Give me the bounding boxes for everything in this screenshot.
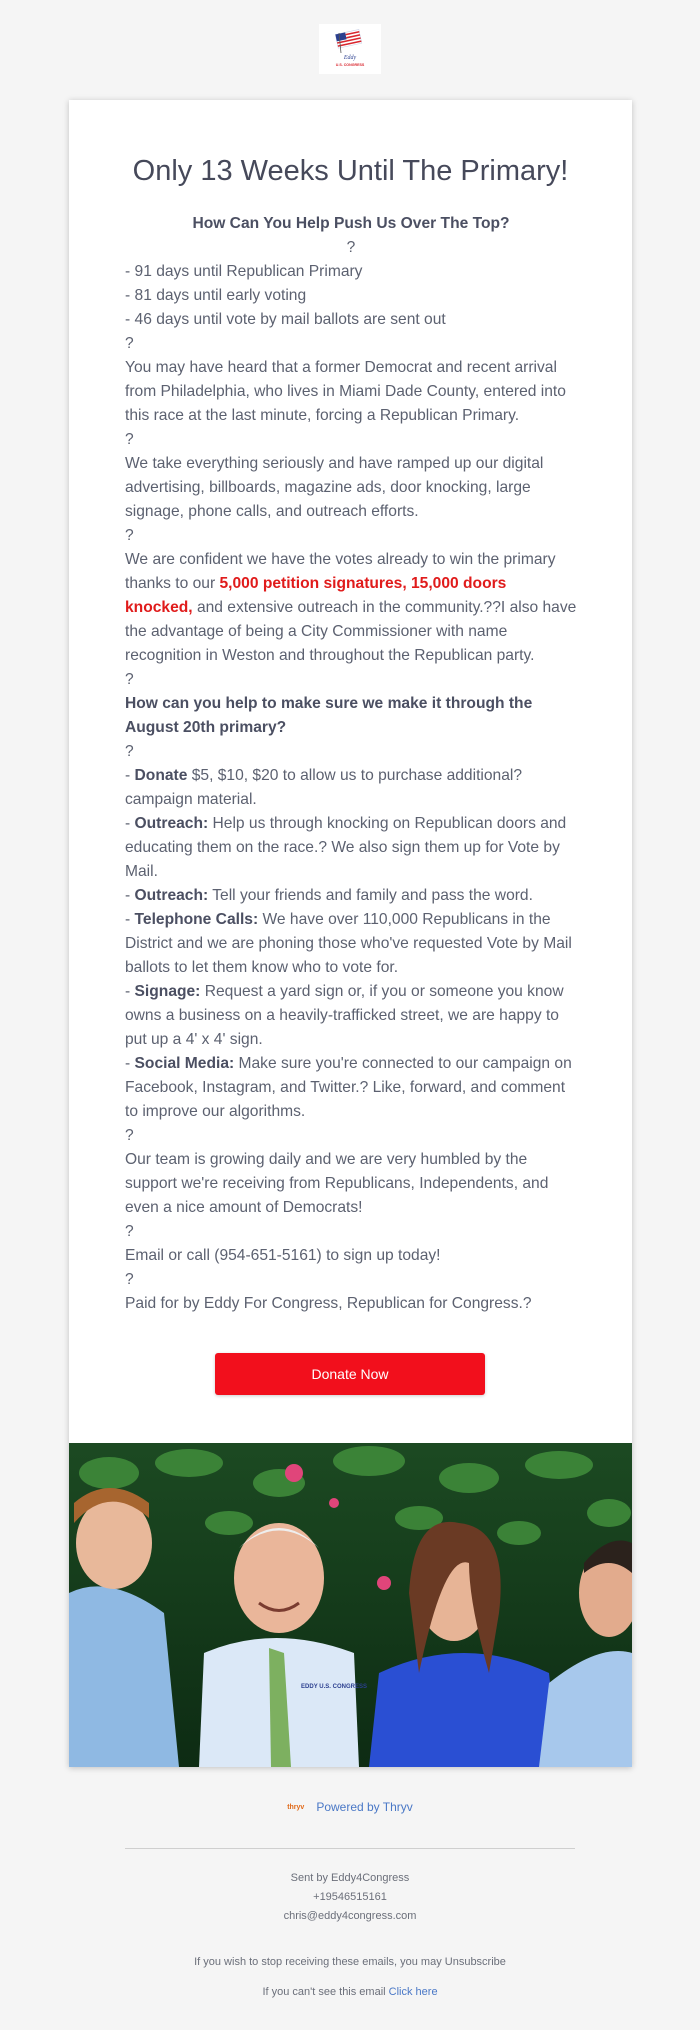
help-item-social: - Social Media: Make sure you're connected to our campaign on Facebook, Instagram, and Twitter.? Like, forward, and comment to improve our algorithms. [125, 1055, 572, 1120]
spacer-mark: ? [125, 1223, 134, 1240]
countdown-item: - 46 days until vote by mail ballots are sent out [125, 311, 446, 328]
sender-name: Sent by Eddy4Congress [290, 1872, 410, 1884]
confidence-text: We are confident we have the votes already to win the primary thanks to our [125, 551, 556, 592]
spacer-mark: ? [125, 1271, 134, 1288]
help-item-outreach-doors: - Outreach: Help us through knocking on Republican doors and educating them on the race.? We also sign them up for Vote by Mail. [125, 815, 567, 880]
paragraph-intro: You may have heard that a former Democrat and recent arrival from Philadelphia, who lives in Miami Dade County, entered into this race at the last minute, forcing a Republican Primary. [125, 359, 566, 424]
svg-text:Eddy: Eddy [343, 55, 357, 61]
help-item-text: We have over 110,000 Republicans in the District and we are phoning those who've requested Vote by Mail ballots to let them know who to vote for. [125, 911, 572, 976]
page-title: Only 13 Weeks Until The Primary! [132, 155, 569, 187]
help-item-outreach-word: - Outreach: Tell your friends and family and pass the word. [125, 887, 533, 904]
click-here-link[interactable]: Click here [388, 1986, 438, 1998]
subheading: How Can You Help Push Us Over The Top? [192, 215, 510, 232]
svg-text:U.S. CONGRESS: U.S. CONGRESS [335, 63, 365, 67]
countdown-item: - 81 days until early voting [125, 287, 307, 304]
help-item-label: Signage: [134, 983, 201, 1000]
svg-text:EDDY U.S. CONGRESS: EDDY U.S. CONGRESS [301, 1684, 367, 1690]
help-item-label: Donate [134, 767, 188, 784]
help-item-text: Tell your friends and family and pass the word. [208, 887, 533, 904]
powered-by[interactable] [0, 1800, 700, 1814]
flag-logo-icon [328, 29, 372, 69]
help-item-text: Request a yard sign or, if you or someone you know owns a business on a heavily-trafficked street, we are happy to put up a 4' x 4' sign. [125, 983, 564, 1048]
unsubscribe-text[interactable]: If you wish to stop receiving these emails, you may Unsubscribe [194, 1956, 506, 1968]
spacer-mark: ? [125, 335, 134, 352]
help-item-text: $5, $10, $20 to allow us to purchase additional?campaign material. [125, 767, 523, 808]
spacer-mark: ? [346, 239, 356, 256]
email-body [125, 212, 577, 1316]
view-online-text: If you can't see this email [262, 1986, 389, 1998]
campaign-logo [319, 24, 381, 74]
contact-line: Email or call (954-651-5161) to sign up today! [125, 1247, 441, 1264]
help-item-telephone: - Telephone Calls: We have over 110,000 Republicans in the District and we are phoning those who've requested Vote by Mail ballots to let them know who to vote for. [125, 911, 572, 976]
help-item-text: Make sure you're connected to our campaign on Facebook, Instagram, and Twitter.? Like, forward, and comment to improve our algorithms. [125, 1055, 572, 1120]
sender-email: chris@eddy4congress.com [283, 1910, 417, 1922]
countdown-item: - 91 days until Republican Primary [125, 263, 363, 280]
paragraph-efforts: We take everything seriously and have ramped up our digital advertising, billboards, magazine ads, door knocking, large signage, phone calls, and outreach efforts. [125, 455, 544, 520]
family-photo [69, 1443, 632, 1767]
paragraph-support: Our team is growing daily and we are very humbled by the support we're receiving from Republicans, Independents, and even a nice amount of Democrats! [125, 1151, 549, 1216]
view-online-line [0, 1986, 700, 1998]
donate-now-button[interactable]: Donate Now [215, 1353, 485, 1395]
spacer-mark: ? [125, 431, 134, 448]
footer-divider [125, 1848, 575, 1849]
help-item-label: Outreach: [134, 887, 209, 904]
highlight-stats: 5,000 petition signatures, 15,000 doors knocked, [125, 575, 507, 616]
help-heading: How can you help to make sure we make it through the August 20th primary? [125, 695, 533, 736]
help-item-text: Help us through knocking on Republican doors and educating them on the race.? We also sign them up for Vote by Mail. [125, 815, 567, 880]
help-item-label: Telephone Calls: [134, 911, 259, 928]
paid-for-disclaimer: Paid for by Eddy For Congress, Republican for Congress.? [125, 1295, 532, 1312]
help-item-donate: - Donate $5, $10, $20 to allow us to purchase additional?campaign material. [125, 767, 523, 808]
spacer-mark: ? [125, 527, 134, 544]
powered-by-link[interactable]: Powered by Thryv [316, 1800, 413, 1814]
help-item-label: Outreach: [134, 815, 209, 832]
spacer-mark: ? [125, 671, 134, 688]
paragraph-confidence [125, 548, 577, 668]
email-card [69, 100, 632, 1767]
spacer-mark: ? [125, 743, 134, 760]
thryv-logo-icon: thryv [287, 1803, 305, 1811]
spacer-mark: ? [125, 1127, 134, 1144]
confidence-text-end: and extensive outreach in the community.??I also have the advantage of being a City Commissioner with name recognition in Weston and throughout the Republican party. [125, 599, 577, 664]
sender-phone: +19546515161 [313, 1891, 387, 1903]
help-item-signage: - Signage: Request a yard sign or, if you or someone you know owns a business on a heavily-trafficked street, we are happy to put up a 4' x 4' sign. [125, 983, 564, 1048]
help-item-label: Social Media: [134, 1055, 235, 1072]
